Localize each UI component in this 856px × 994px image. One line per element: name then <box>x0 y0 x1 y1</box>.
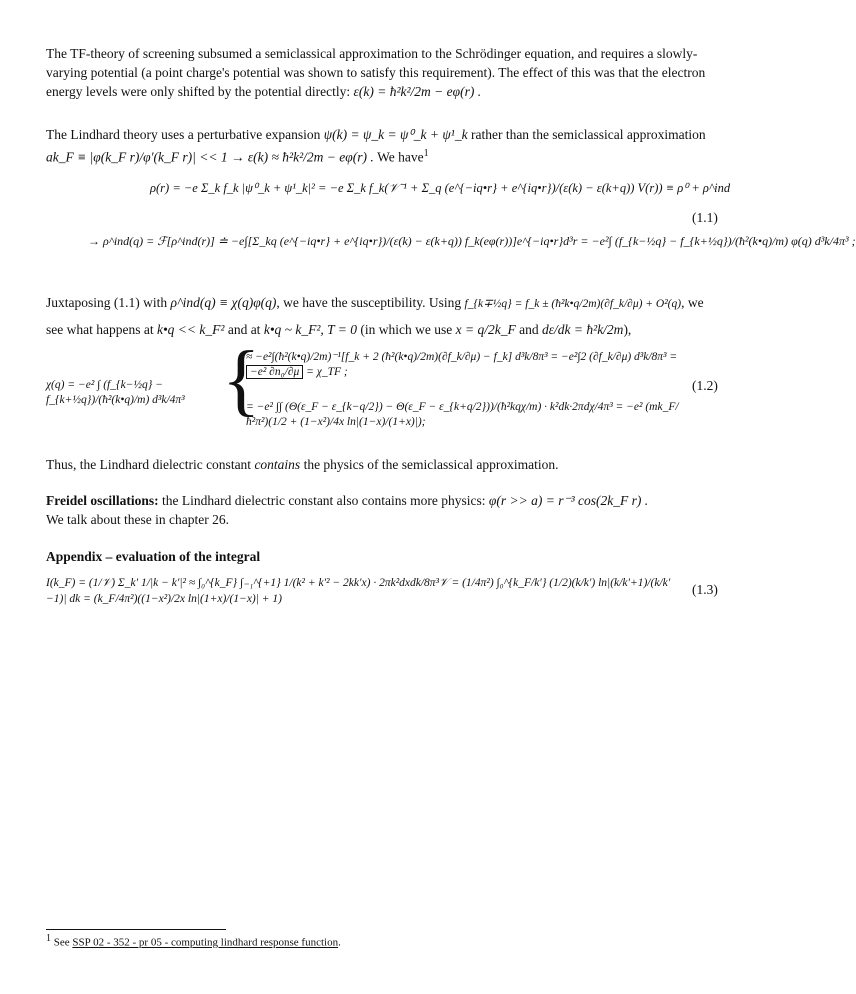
equation-1-2-bottom: = −e² ∫∫ (Θ(ε_F − ε_{k−q/2}) − Θ(ε_F − ε_{k+q/2}))/(ħ²kqχ/m) · k²dk·2πdχ/4π³ = −e² (mk_F/ħ²π²)(1/2 + (1−x²)/4x ln|(1−x)/(1+x)|); <box>246 401 679 428</box>
equation-1-1-line2: → ρ^ind(q) = ℱ[ρ^ind(r)] ≐ −e∫[Σ_kq (e^{−iq•r} + e^{iq•r})/(ε(k) − ε(k+q)) f_k(eφ(r))]e^{−iq•r}d³r = −e²∫ (f_{k−½q} − f_{k+½q})/(ħ²(k•q)/m) φ(q) d³k/4π³ ; <box>88 234 856 248</box>
equation-number-1-1: (1.1) <box>692 210 718 225</box>
paragraph-tf-theory <box>46 44 722 101</box>
footnote-number: 1 <box>46 933 51 944</box>
conclusion-text-b: the physics of the semiclassical approximation. <box>303 457 559 472</box>
friedel-equation: φ(r >> a) = r⁻³ cos(2k_F r) . <box>488 493 649 508</box>
perturbative-expansion-equation: ψ(k) = ψ_k = ψ⁰_k + ψ¹_k <box>323 127 468 142</box>
limit-condition-2: k•q ~ k_F², T = 0 <box>263 322 358 337</box>
semiclassical-condition-equation: ak_F ≡ |φ(k_F r)/φ′(k_F r)| << 1 → ε(k) ≈ ħ²k²/2m − eφ(r) . <box>46 149 374 165</box>
equation-number-1-2: (1.2) <box>692 378 718 393</box>
equation-1-2-brace: { <box>222 336 261 424</box>
equation-1-2-top <box>246 350 686 380</box>
paragraph-lindhard <box>46 125 722 167</box>
equation-1-3: I(k_F) = (1/𝒱) Σ_k′ 1/|k − k′|² ≈ ∫₀^{k_F} ∫₋₁^{+1} 1/(k² + k′² − 2kk′x) · 2πk²dxdk/8π³𝒱 = (1/4π²) ∫₀^{k_F/k′} (1/2)(k/k′) ln|(k/k′+1)/(k/k′−1)| dk = (k_F/4π²)((1−x²)/2x ln|(1+x)/(1−x)| + 1) <box>46 577 671 605</box>
limit-condition-1: k•q << k_F² <box>156 322 225 337</box>
de-dk-definition: dε/dk = ħ²k/2m <box>541 322 624 337</box>
friedel-text: the Lindhard dielectric constant also contains more physics: <box>162 493 486 508</box>
energy-shift-equation: ε(k) = ħ²k²/2m − eφ(r) . <box>353 84 482 99</box>
juxtaposing-text: Juxtaposing (1.1) with <box>46 295 168 310</box>
f-expansion-equation: f_{k∓½q} = f_k ± (ħ²k•q/2m)(∂f_k/∂μ) + O²(q) <box>464 298 682 310</box>
friedel-heading: Freidel oscillations: <box>46 493 159 508</box>
footnote-link[interactable]: SSP 02 - 352 - pr 05 - computing lindhard response function <box>72 936 339 949</box>
paragraph-conclusion <box>46 455 722 474</box>
equation-1-2-top-end: = χ_TF ; <box>306 366 348 378</box>
conclusion-text-a: Thus, the Lindhard dielectric constant <box>46 457 252 472</box>
and-at-text: and at <box>227 322 261 337</box>
footnote-ref[interactable]: 1 <box>423 148 429 159</box>
footnote-rule <box>46 929 226 930</box>
paragraph-friedel <box>46 491 722 529</box>
paragraph-susceptibility <box>46 290 722 343</box>
close-paren-text: ), <box>623 322 632 337</box>
equation-1-2-boxed-term: −e² ∂n₀/∂μ <box>246 365 303 379</box>
equation-1-1-line1: ρ(r) = −e Σ_k f_k |ψ⁰_k + ψ¹_k|² = −e Σ_k f_k(𝒱⁻¹ + Σ_q (e^{−iq•r} + e^{iq•r})/(ε(k) − ε(k+q)) V(r)) ≡ ρ⁰ + ρ^ind <box>150 181 731 195</box>
equation-number-1-3: (1.3) <box>692 582 718 597</box>
in-which-text: (in which we use <box>360 322 453 337</box>
tf-theory-text: The TF-theory of screening subsumed a semiclassical approximation to the Schrödinger equation, and requires a slowly-varying potential (a point charge's potential was shown to satisfy this requirement). The effect of this was that the electron energy levels were only shifted by the potential directly: <box>46 46 706 99</box>
lindhard-text-cont: rather than the semiclassical <box>470 127 624 142</box>
chapter-reference-text: We talk about these in chapter 26. <box>46 512 229 527</box>
lindhard-intro-text: The Lindhard theory uses a perturbative expansion <box>46 127 321 142</box>
rho-ind-definition: ρ^ind(q) ≡ χ(q)φ(q) <box>170 295 277 310</box>
we-have-text: We have <box>377 149 424 165</box>
equation-1-2-lhs: χ(q) = −e² ∫ (f_{k−½q} − f_{k+½q})/(ħ²(k•q)/m) d³k/4π³ <box>46 379 185 406</box>
x-definition: x = q/2k_F <box>455 322 516 337</box>
see-what-happens-text: see what happens at <box>46 322 154 337</box>
footnote-see-text: See <box>53 936 70 949</box>
and-text: and <box>519 322 539 337</box>
susceptibility-text: , we have the susceptibility. Using <box>276 295 462 310</box>
footnote <box>46 933 341 949</box>
appendix-heading: Appendix – evaluation of the integral <box>46 549 261 564</box>
approximation-word: approximation <box>626 127 706 142</box>
we-text: , we <box>681 295 704 310</box>
equation-1-2-top-text: ≈ −e²∫(ħ²(k•q)/2m)⁻¹[f_k + 2 (ħ²(k•q)/2m)(∂f_k/∂μ) − f_k] d³k/8π³ = −e²∫2 (∂f_k/∂μ) d³k/8π³ = <box>246 351 678 363</box>
footnote-period: . <box>338 936 341 949</box>
contains-emphasis: contains <box>254 457 301 472</box>
